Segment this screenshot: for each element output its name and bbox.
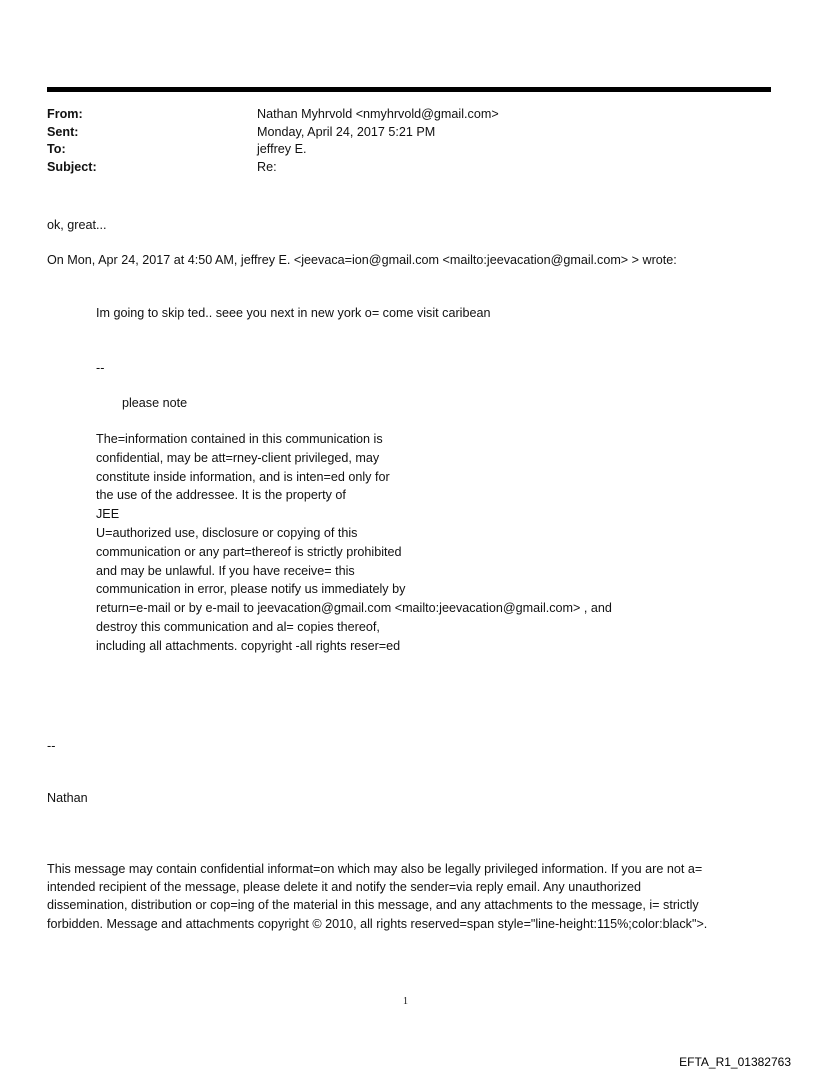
disclaimer-line: The=information contained in this communication is — [96, 432, 383, 446]
reply-text: ok, great... — [47, 218, 107, 232]
disclaimer-line: JEE — [96, 507, 120, 522]
email-header — [47, 106, 747, 176]
footer-line: forbidden. Message and attachments copyright © 2010, all rights reserved=span style="line-height:115%;color:black">. — [47, 916, 708, 931]
sent-value: Monday, April 24, 2017 5:21 PM — [257, 124, 436, 139]
disclaimer-line: U=authorized use, disclosure or copying of this — [96, 525, 358, 540]
footer-disclaimer — [47, 860, 767, 933]
signature-separator: -- — [47, 739, 56, 753]
subject-value: Re: — [257, 159, 277, 174]
quoted-signature-separator: -- — [96, 361, 105, 375]
sent-row — [47, 124, 747, 142]
to-label: To: — [47, 142, 66, 156]
footer-line: This message may contain confidential informat=on which may also be legally privileged information. If you are not a= — [47, 862, 703, 876]
disclaimer-line: including all attachments. copyright -all rights reser=ed — [96, 638, 401, 653]
disclaimer-line: communication in error, please notify us immediately by — [96, 582, 406, 597]
signature-name: Nathan — [47, 791, 88, 805]
page-number: 1 — [403, 996, 408, 1007]
disclaimer-line: and may be unlawful. If you have receive= this — [96, 563, 355, 578]
footer-line: intended recipient of the message, please delete it and notify the sender=via reply email. Any unauthorized — [47, 880, 642, 895]
disclaimer-line: the use of the addressee. It is the property of — [96, 488, 346, 503]
disclaimer-line: return=e-mail or by e-mail to jeevacation@gmail.com <mailto:jeevacation@gmail.com> , and — [96, 601, 612, 616]
to-value: jeffrey E. — [257, 142, 307, 156]
disclaimer-line: communication or any part=thereof is strictly prohibited — [96, 544, 402, 559]
sent-label: Sent: — [47, 124, 79, 139]
from-label: From: — [47, 107, 83, 121]
from-row — [47, 106, 747, 124]
footer-line: dissemination, distribution or cop=ing of the material in this message, and any attachments to the message, i= strictly — [47, 898, 699, 913]
header-rule — [47, 87, 771, 92]
disclaimer-line: constitute inside information, and is inten=ed only for — [96, 469, 390, 484]
disclaimer-line: confidential, may be att=rney-client privileged, may — [96, 450, 380, 465]
to-row — [47, 141, 747, 159]
subject-row — [47, 159, 747, 177]
quoted-disclaimer — [96, 430, 612, 656]
from-value: Nathan Myhrvold <nmyhrvold@gmail.com> — [257, 107, 499, 121]
document-id: EFTA_R1_01382763 — [679, 1055, 791, 1069]
quoted-message: Im going to skip ted.. seee you next in new york o= come visit caribean — [96, 306, 491, 320]
subject-label: Subject: — [47, 159, 97, 174]
please-note: please note — [122, 396, 188, 410]
disclaimer-line: destroy this communication and al= copies thereof, — [96, 619, 380, 634]
quote-intro: On Mon, Apr 24, 2017 at 4:50 AM, jeffrey E. <jeevaca=ion@gmail.com <mailto:jeevacation@gmail.com> > wrote: — [47, 253, 677, 267]
